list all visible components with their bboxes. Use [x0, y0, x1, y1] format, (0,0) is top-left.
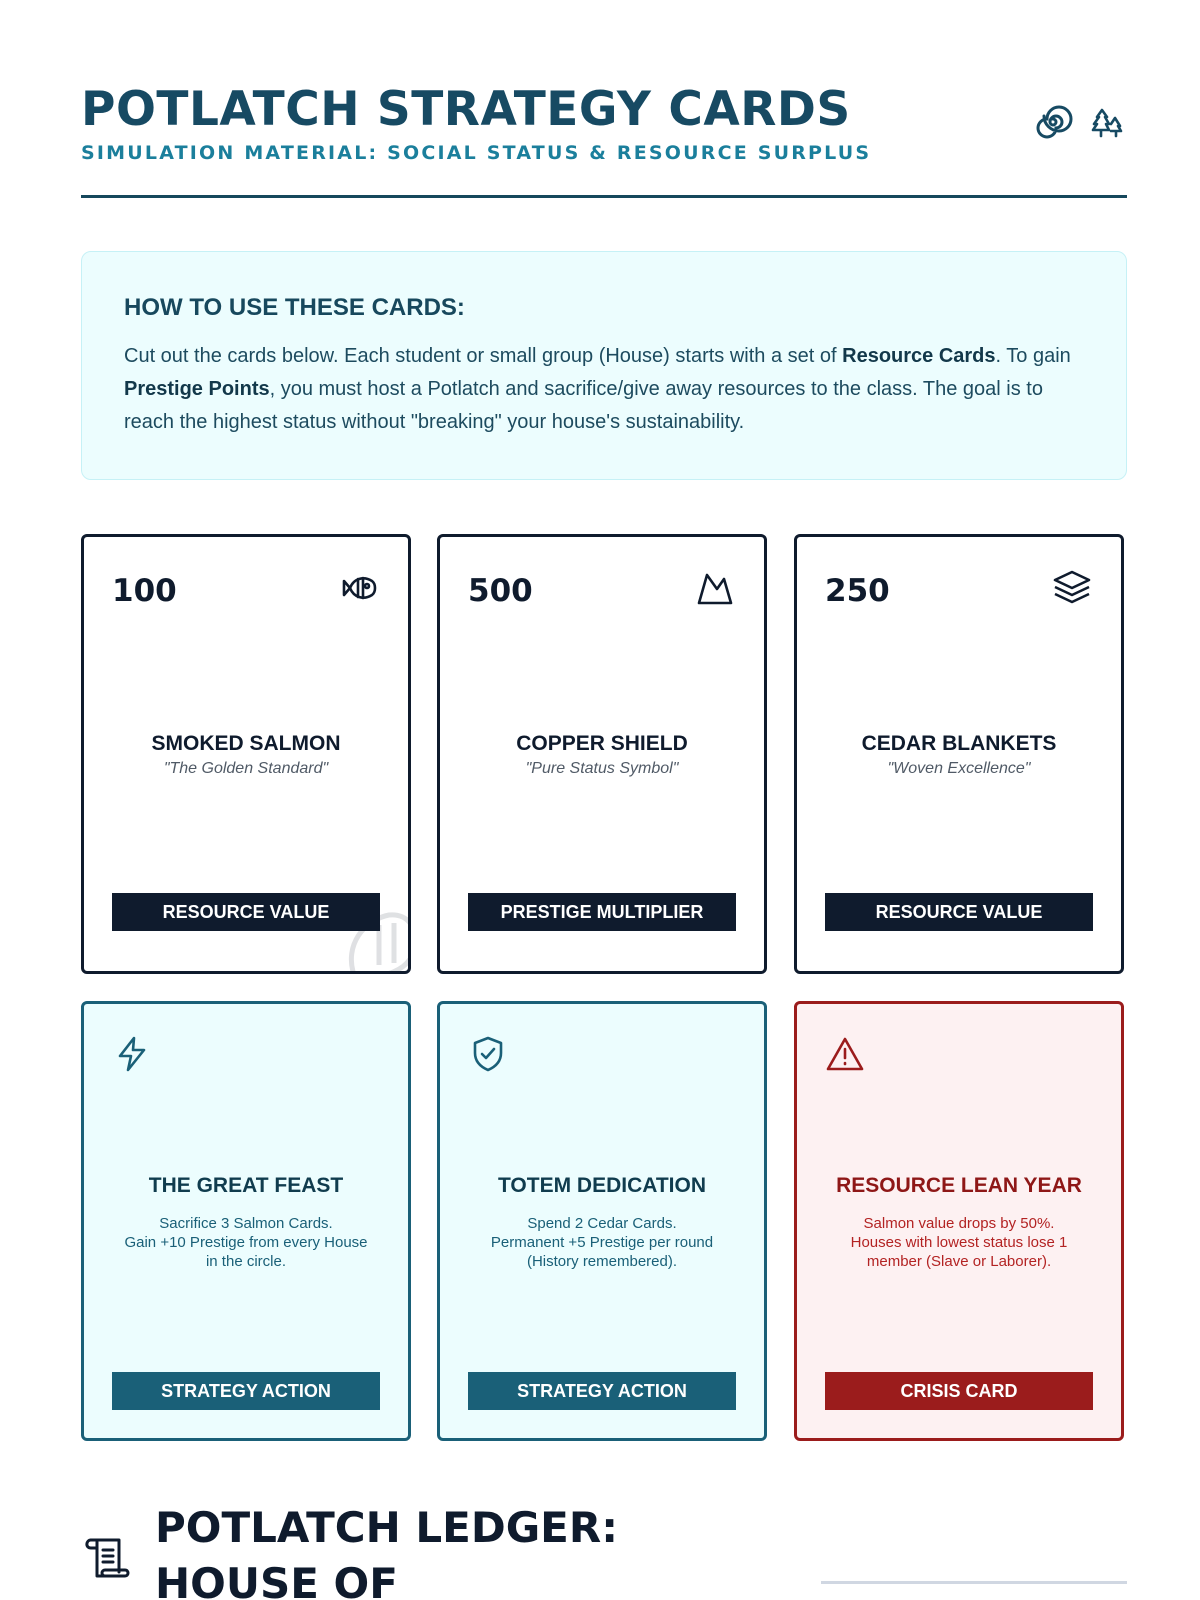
card-band: STRATEGY ACTION [468, 1372, 736, 1410]
page-header [81, 82, 1127, 198]
card-tagline: "Woven Excellence" [887, 760, 1031, 777]
instructions-bold-resource-cards: Resource Cards [842, 345, 996, 367]
mountain-icon [694, 567, 736, 609]
card-band: PRESTIGE MULTIPLIER [468, 893, 736, 931]
card-name: COPPER SHIELD [516, 732, 688, 755]
header-icons [1033, 102, 1127, 147]
card-description-line: Sacrifice 3 Salmon Cards. [159, 1215, 333, 1232]
card-value: 100 [112, 573, 177, 609]
card-totem-dedication[interactable] [437, 1001, 767, 1441]
ledger-section [81, 1500, 1127, 1600]
instructions-box [81, 251, 1127, 480]
instructions-text [124, 340, 1084, 439]
card-description-line: Gain +10 Prestige from every House [124, 1234, 368, 1251]
card-description [817, 1214, 1101, 1271]
page-subtitle: SIMULATION MATERIAL: SOCIAL STATUS & RESOURCE SURPLUS [81, 142, 872, 164]
card-description-line: Permanent +5 Prestige per round [490, 1234, 714, 1251]
card-copper-shield[interactable] [437, 534, 767, 974]
card-description [460, 1214, 744, 1271]
card-name: THE GREAT FEAST [148, 1174, 344, 1197]
card-description-line: in the circle. [205, 1253, 287, 1270]
card-band: CRISIS CARD [825, 1372, 1093, 1410]
card-description-line: Spend 2 Cedar Cards. [527, 1215, 677, 1232]
card-resource-lean-year[interactable] [794, 1001, 1124, 1441]
scroll-icon [81, 1532, 133, 1584]
instructions-text-part: Cut out the cards below. Each student or small group (House) starts with a set of [124, 345, 843, 367]
warning-icon [825, 1034, 865, 1074]
card-value: 500 [468, 573, 533, 609]
ledger-name-underline[interactable] [821, 1581, 1127, 1584]
lightning-icon [112, 1034, 152, 1074]
card-name: RESOURCE LEAN YEAR [836, 1174, 1082, 1197]
instructions-text-part: , you must host a Potlatch and sacrifice/give away resources to the class. The goal is to reach the highest status without "breaking" your house's sustainability. [124, 378, 1043, 433]
card-value: 250 [825, 573, 890, 609]
instructions-bold-prestige-points: Prestige Points [124, 378, 270, 400]
card-smoked-salmon[interactable] [81, 534, 411, 974]
card-band: RESOURCE VALUE [825, 893, 1093, 931]
trees-icon [1087, 102, 1127, 147]
shield-check-icon [468, 1034, 508, 1074]
ledger-title: POTLATCH LEDGER: HOUSE OF [155, 1503, 619, 1600]
card-band: RESOURCE VALUE [112, 893, 380, 931]
card-description-line: Salmon value drops by 50%. [863, 1215, 1055, 1232]
spiral-icon [1033, 102, 1073, 147]
page-title: POTLATCH STRATEGY CARDS [81, 82, 851, 137]
layers-icon [1051, 567, 1093, 609]
card-description-line: member (Slave or Laborer). [866, 1253, 1052, 1270]
card-description-line: Houses with lowest status lose 1 [850, 1234, 1068, 1251]
instructions-title: HOW TO USE THESE CARDS: [124, 294, 465, 321]
card-great-feast[interactable] [81, 1001, 411, 1441]
card-description [104, 1214, 388, 1271]
card-name: TOTEM DEDICATION [497, 1174, 707, 1197]
fish-icon [338, 567, 380, 609]
card-band: STRATEGY ACTION [112, 1372, 380, 1410]
card-cedar-blankets[interactable] [794, 534, 1124, 974]
card-name: CEDAR BLANKETS [861, 732, 1057, 755]
card-name: SMOKED SALMON [151, 732, 341, 755]
card-tagline: "Pure Status Symbol" [525, 760, 679, 777]
card-tagline: "The Golden Standard" [163, 760, 329, 777]
card-description-line: (History remembered). [526, 1253, 678, 1270]
instructions-text-part: . To gain [995, 345, 1071, 367]
